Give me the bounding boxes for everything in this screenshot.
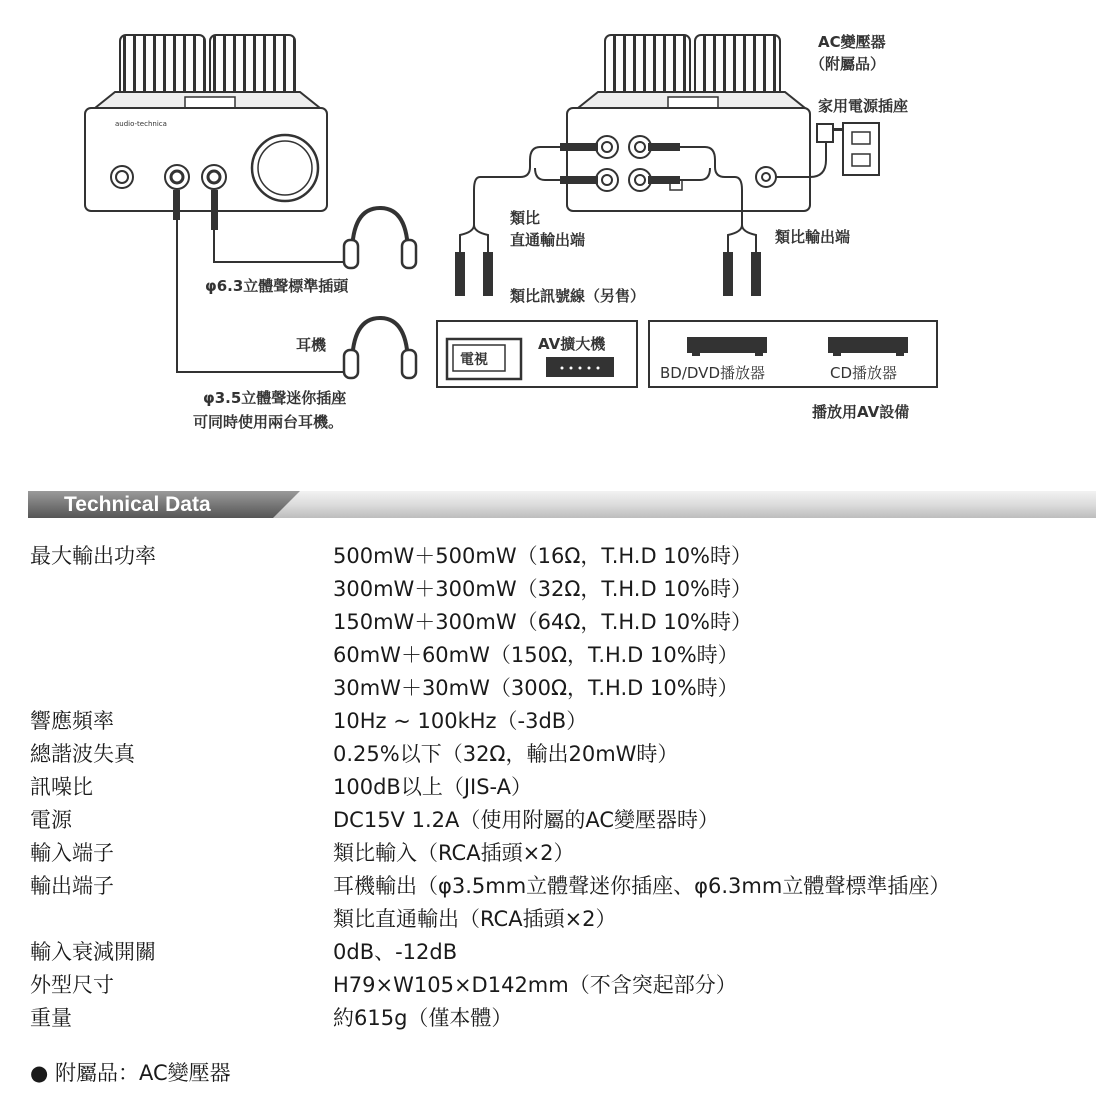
spec-value: DC15V 1.2A（使用附屬的AC變壓器時） xyxy=(333,808,720,832)
spec-label: 輸入衰減開關 xyxy=(30,940,156,964)
label-included: （附屬品） xyxy=(810,55,886,73)
spec-label: 響應頻率 xyxy=(30,709,114,733)
section-title: Technical Data xyxy=(64,493,211,516)
wall-outlet-icon xyxy=(843,123,879,175)
spec-row xyxy=(30,705,1090,738)
label-35-jack: φ3.5立體聲迷你插座 xyxy=(203,389,347,407)
spec-row xyxy=(30,837,1090,870)
spec-row xyxy=(30,870,1090,936)
label-headphones: 耳機 xyxy=(296,336,327,354)
spec-value: 約615g（僅本體） xyxy=(333,1006,513,1030)
spec-value: H79×W105×D142mm（不含突起部分） xyxy=(333,973,737,997)
spec-row xyxy=(30,1002,1090,1035)
label-line-through: 類比 xyxy=(510,209,541,227)
headphones-icon xyxy=(344,208,416,268)
spec-value: 100dB以上（JIS-A） xyxy=(333,775,533,799)
spec-label: 最大輸出功率 xyxy=(30,544,156,568)
section-header xyxy=(28,490,1096,520)
tv-icon xyxy=(447,339,521,379)
label-ac-adapter: AC變壓器 xyxy=(818,33,886,51)
label-line-through-2: 直通輸出端 xyxy=(510,231,586,249)
spec-value: 類比輸入（RCA插頭×2） xyxy=(333,841,575,865)
label-cd-player: CD播放器 xyxy=(830,364,898,382)
spec-values xyxy=(333,1002,1090,1035)
spec-label: 外型尺寸 xyxy=(30,973,114,997)
label-two-headphones: 可同時使用兩台耳機。 xyxy=(193,413,344,431)
av-amplifier-icon xyxy=(546,357,614,377)
label-cable: 類比訊號線（另售） xyxy=(510,287,646,305)
spec-row xyxy=(30,936,1090,969)
amplifier-front-view xyxy=(85,35,327,211)
spec-label: 輸出端子 xyxy=(30,874,114,898)
spec-value: 500mW＋500mW（16Ω，T.H.D 10%時） xyxy=(333,544,753,568)
spec-value: 0dB、-12dB xyxy=(333,940,458,964)
spec-values xyxy=(333,705,1090,738)
spec-values xyxy=(333,969,1090,1002)
spec-value: 300mW＋300mW（32Ω，T.H.D 10%時） xyxy=(333,577,753,601)
spec-row xyxy=(30,771,1090,804)
spec-value: 類比直通輸出（RCA插頭×2） xyxy=(333,907,617,931)
spec-values xyxy=(333,540,1090,705)
brand-logo: audio-technica xyxy=(115,120,167,128)
label-analog-output: 類比輸出端 xyxy=(775,228,851,246)
spec-label: 電源 xyxy=(30,808,72,832)
label-tv: 電視 xyxy=(460,352,488,368)
spec-label: 重量 xyxy=(30,1006,72,1030)
spec-value: 60mW＋60mW（150Ω，T.H.D 10%時） xyxy=(333,643,739,667)
spec-row xyxy=(30,969,1090,1002)
spec-row xyxy=(30,804,1090,837)
headphones-icon xyxy=(344,318,416,378)
label-av-amp: AV擴大機 xyxy=(538,335,606,353)
label-63-plug: φ6.3立體聲標準插頭 xyxy=(205,277,349,295)
spec-label: 訊噪比 xyxy=(30,775,93,799)
spec-values xyxy=(333,936,1090,969)
spec-label: 輸入端子 xyxy=(30,841,114,865)
spec-table xyxy=(30,540,1090,1035)
spec-value: 150mW＋300mW（64Ω，T.H.D 10%時） xyxy=(333,610,753,634)
spec-value: 10Hz ~ 100kHz（-3dB） xyxy=(333,709,588,733)
spec-label: 總諧波失真 xyxy=(30,742,135,766)
spec-value: 0.25%以下（32Ω，輸出20mW時） xyxy=(333,742,679,766)
spec-row xyxy=(30,738,1090,771)
label-wall-outlet: 家用電源插座 xyxy=(818,97,909,115)
spec-values xyxy=(333,837,1090,870)
spec-value: 30mW＋30mW（300Ω，T.H.D 10%時） xyxy=(333,676,739,700)
spec-values xyxy=(333,771,1090,804)
label-bd-player: BD/DVD播放器 xyxy=(660,364,765,382)
spec-values xyxy=(333,870,1090,936)
connection-diagram xyxy=(0,0,1110,470)
spec-row xyxy=(30,540,1090,705)
accessory-note: ● 附屬品：AC變壓器 xyxy=(30,1061,231,1085)
label-av-equipment: 播放用AV設備 xyxy=(812,403,910,421)
spec-value: 耳機輸出（φ3.5mm立體聲迷你插座、φ6.3mm立體聲標準插座） xyxy=(333,874,951,898)
amplifier-rear-view xyxy=(567,35,810,211)
spec-values xyxy=(333,738,1090,771)
spec-values xyxy=(333,804,1090,837)
